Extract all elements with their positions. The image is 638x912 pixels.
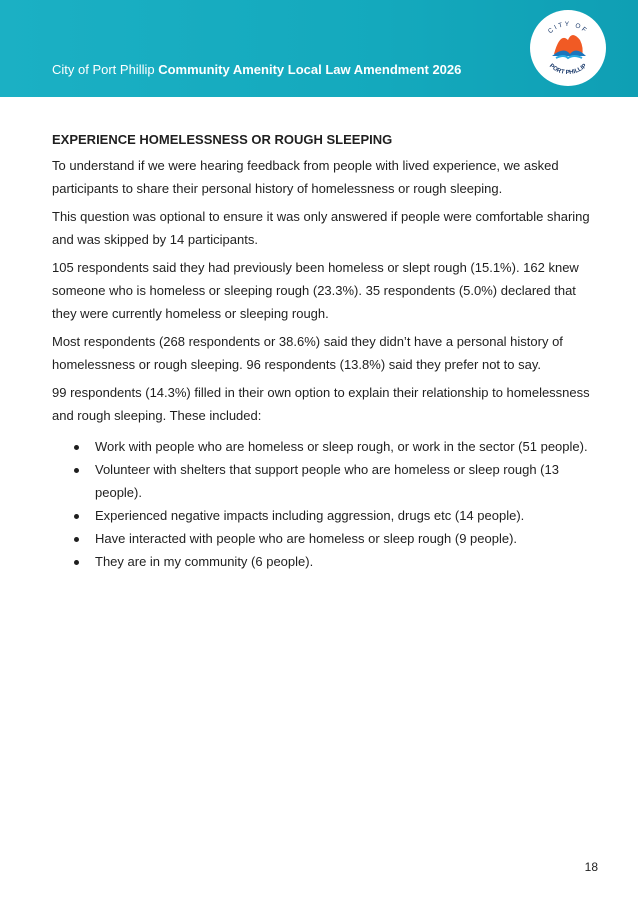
bullet-list <box>52 435 592 573</box>
bullet-icon <box>74 514 79 519</box>
list-item <box>52 458 592 504</box>
main-content <box>52 130 592 573</box>
list-item <box>52 435 592 458</box>
bullet-icon <box>74 560 79 565</box>
logo-text-top: CITY OF <box>546 20 590 36</box>
list-item-text: Experienced negative impacts including aggression, drugs etc (14 people). <box>95 508 525 523</box>
paragraph: Most respondents (268 respondents or 38.6%) said they didn’t have a personal history of homelessness or rough sleeping. 96 respondents (13.8%) said they prefer not to say. <box>52 334 563 372</box>
list-item-text: Have interacted with people who are homeless or sleep rough (9 people). <box>95 531 518 546</box>
header-doc-title: Community Amenity Local Law Amendment 2026 <box>158 62 462 77</box>
logo-text-bottom: PORT PHILLIP <box>547 63 589 77</box>
header-org: City of Port Phillip <box>52 62 155 77</box>
bullet-icon <box>74 468 79 473</box>
section-heading: EXPERIENCE HOMELESSNESS OR ROUGH SLEEPING <box>52 132 393 147</box>
page-number: 18 <box>584 860 598 874</box>
city-logo-icon <box>530 10 606 86</box>
paragraph: 99 respondents (14.3%) filled in their own option to explain their relationship to homelessness and rough sleeping. These included: <box>52 385 590 423</box>
paragraph: This question was optional to ensure it was only answered if people were comfortable sharing and was skipped by 14 participants. <box>52 209 590 247</box>
list-item <box>52 504 592 527</box>
list-item-text: Work with people who are homeless or sleep rough, or work in the sector (51 people). <box>95 439 588 454</box>
header-title <box>52 62 461 77</box>
paragraph: 105 respondents said they had previously been homeless or slept rough (15.1%). 162 knew someone who is homeless or sleeping rough (23.3%). 35 respondents (5.0%) declared that they were currently homeless or sleeping rough. <box>52 260 579 321</box>
list-item <box>52 550 592 573</box>
bullet-icon <box>74 537 79 542</box>
bullet-icon <box>74 445 79 450</box>
list-item <box>52 527 592 550</box>
paragraph: To understand if we were hearing feedback from people with lived experience, we asked participants to share their personal history of homelessness or rough sleeping. <box>52 158 559 196</box>
list-item-text: They are in my community (6 people). <box>95 554 314 569</box>
list-item-text: Volunteer with shelters that support people who are homeless or sleep rough (13 people). <box>95 462 559 500</box>
page-header <box>0 0 638 97</box>
